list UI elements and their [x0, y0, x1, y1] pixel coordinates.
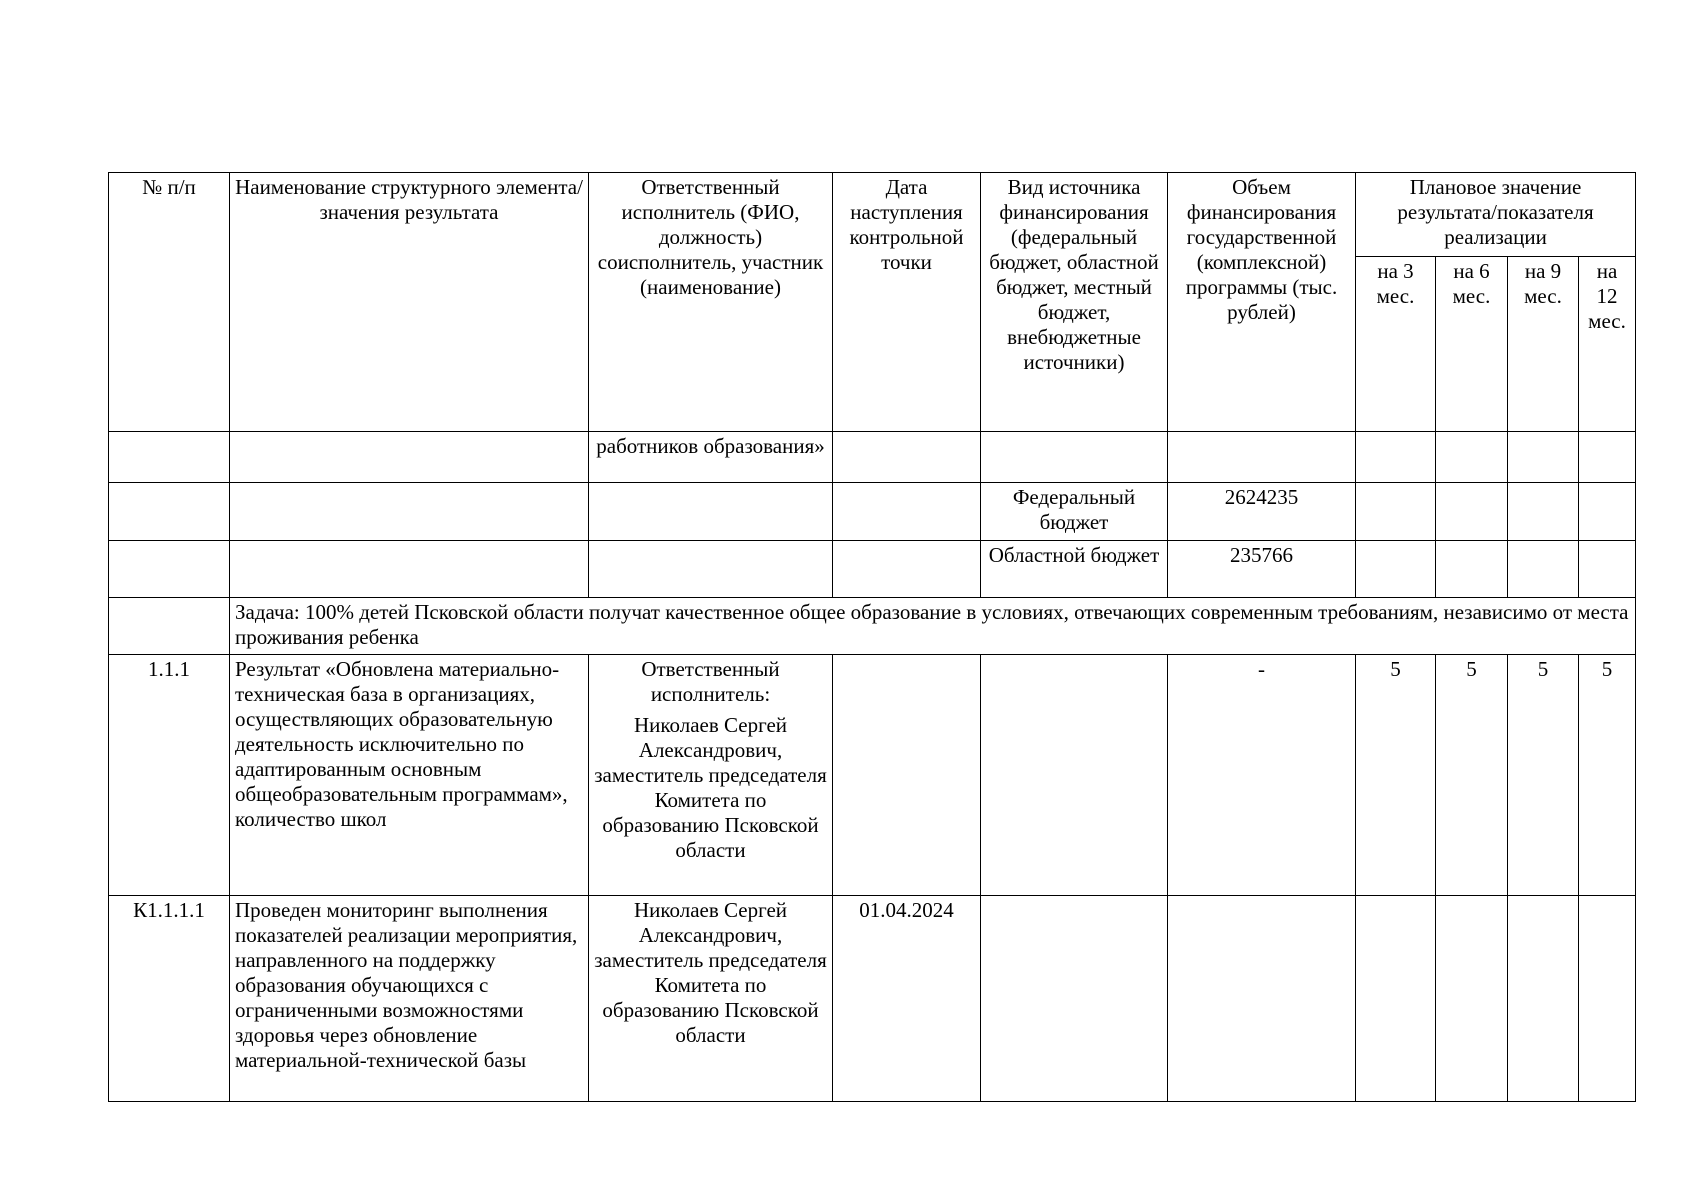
cell-empty: [1436, 432, 1508, 483]
cell-volume: 2624235: [1168, 483, 1356, 541]
cell-empty: [833, 483, 981, 541]
cell-empty: [1579, 483, 1636, 541]
cell-date: 01.04.2024: [833, 896, 981, 1102]
cell-empty: [1579, 896, 1636, 1102]
cell-empty: [230, 432, 589, 483]
table-header-row: [109, 173, 1636, 257]
table-row: [109, 541, 1636, 598]
cell-empty: [1356, 541, 1436, 598]
cell-plan-9: 5: [1508, 655, 1579, 896]
cell-empty: [1436, 483, 1508, 541]
cell-name: Результат «Обновлена материально-техническая база в организациях, осуществляющих образовательную деятельность исключительно по адаптированным основным общеобразовательным программам», количество школ: [230, 655, 589, 896]
cell-empty: [109, 598, 230, 655]
cell-empty: [230, 541, 589, 598]
cell-volume: 235766: [1168, 541, 1356, 598]
cell-empty: [1508, 432, 1579, 483]
cell-empty: [1508, 896, 1579, 1102]
header-plan-9: на 9 мес.: [1508, 257, 1579, 432]
header-source: Вид источника финансирования (федеральный бюджет, областной бюджет, местный бюджет, внебюджетные источники): [981, 173, 1168, 432]
cell-empty: [1168, 896, 1356, 1102]
header-plan-12: на 12 мес.: [1579, 257, 1636, 432]
cell-plan-3: 5: [1356, 655, 1436, 896]
cell-plan-6: 5: [1436, 655, 1508, 896]
cell-empty: [833, 541, 981, 598]
cell-empty: [1436, 541, 1508, 598]
cell-empty: [109, 432, 230, 483]
result-row: [109, 655, 1636, 896]
header-volume: Объем финансирования государственной (комплексной) программы (тыс. рублей): [1168, 173, 1356, 432]
plan-table: [108, 172, 1636, 1102]
cell-empty: [1356, 896, 1436, 1102]
cell-name: Проведен мониторинг выполнения показателей реализации мероприятия, направленного на поддержку образования обучающихся с ограниченными возможностями здоровья через обновление материальной-технической базы: [230, 896, 589, 1102]
task-row: [109, 598, 1636, 655]
cell-empty: [1356, 483, 1436, 541]
cell-empty: [109, 541, 230, 598]
cell-empty: [1508, 541, 1579, 598]
cell-source: Областной бюджет: [981, 541, 1168, 598]
cell-empty: [589, 483, 833, 541]
cell-empty: [1508, 483, 1579, 541]
task-text: Задача: 100% детей Псковской области получат качественное общее образование в условиях, отвечающих современным требованиям, независимо от места проживания ребенка: [230, 598, 1636, 655]
cell-num: 1.1.1: [109, 655, 230, 896]
cell-empty: [981, 655, 1168, 896]
cell-volume: -: [1168, 655, 1356, 896]
cell-empty: [1168, 432, 1356, 483]
cell-empty: [1436, 896, 1508, 1102]
table-row: [109, 483, 1636, 541]
cell-num: К1.1.1.1: [109, 896, 230, 1102]
cell-source: Федеральный бюджет: [981, 483, 1168, 541]
header-num: № п/п: [109, 173, 230, 432]
cell-responsible: работников образования»: [589, 432, 833, 483]
table-row: [109, 432, 1636, 483]
header-responsible: Ответственный исполнитель (ФИО, должность) соисполнитель, участник (наименование): [589, 173, 833, 432]
responsible-person: Николаев Сергей Александрович, заместитель председателя Комитета по образованию Псковской области: [594, 713, 827, 862]
cell-empty: [981, 432, 1168, 483]
responsible-label: Ответственный исполнитель:: [641, 657, 780, 706]
cell-empty: [230, 483, 589, 541]
cell-responsible: Николаев Сергей Александрович, заместитель председателя Комитета по образованию Псковской области: [589, 896, 833, 1102]
cell-empty: [1356, 432, 1436, 483]
cell-empty: [1579, 541, 1636, 598]
header-plan-6: на 6 мес.: [1436, 257, 1508, 432]
cell-empty: [833, 655, 981, 896]
cell-empty: [1579, 432, 1636, 483]
header-plan: Плановое значение результата/показателя реализации: [1356, 173, 1636, 257]
cell-plan-12: 5: [1579, 655, 1636, 896]
cell-responsible: [589, 655, 833, 896]
header-plan-3: на 3 мес.: [1356, 257, 1436, 432]
cell-empty: [981, 896, 1168, 1102]
cell-empty: [833, 432, 981, 483]
cell-empty: [109, 483, 230, 541]
cell-empty: [589, 541, 833, 598]
header-date: Дата наступления контрольной точки: [833, 173, 981, 432]
checkpoint-row: [109, 896, 1636, 1102]
header-name: Наименование структурного элемента/ значения результата: [230, 173, 589, 432]
